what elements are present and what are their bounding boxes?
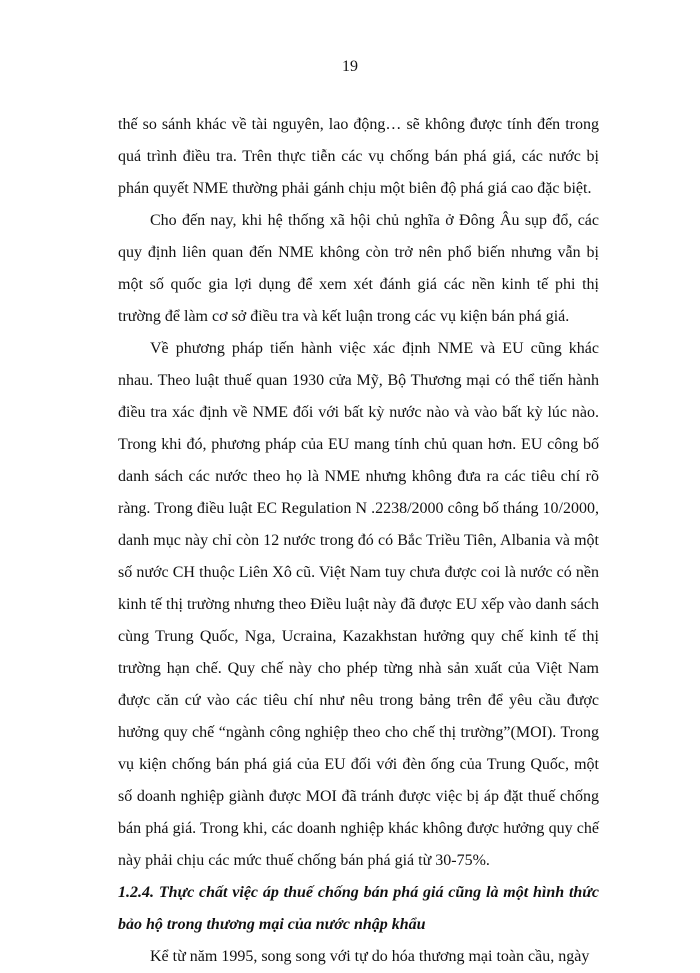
- paragraph-3: Về phương pháp tiến hành việc xác định NME và EU cũng khác nhau. Theo luật thuế quan 1930 cửa Mỹ, Bộ Thương mại có thể tiến hành điều tra xác định về NME đối với bất kỳ nước nào và vào bất kỳ lúc nào. Trong khi đó, phương pháp của EU mang tính chủ quan hơn. EU công bố danh sách các nước theo họ là NME nhưng không đưa ra các tiêu chí rõ ràng. Trong điều luật EC Regulation N .2238/2000 công bố tháng 10/2000, danh mục này chỉ còn 12 nước trong đó có Bắc Triều Tiên, Albania và một số nước CH thuộc Liên Xô cũ. Việt Nam tuy chưa được coi là nước có nền kinh tế thị trường nhưng theo Điều luật này đã được EU xếp vào danh sách cùng Trung Quốc, Nga, Ucraina, Kazakhstan hưởng quy chế kinh tế thị trường hạn chế. Quy chế này cho phép từng nhà sản xuất của Việt Nam được căn cứ vào các tiêu chí như nêu trong bảng trên để yêu cầu được hưởng quy chế “ngành công nghiệp theo cho chế thị trường”(MOI). Trong vụ kiện chống bán phá giá của EU đối với đèn ống của Trung Quốc, một số doanh nghiệp giành được MOI đã tránh được việc bị áp đặt thuế chống bán phá giá. Trong khi, các doanh nghiệp khác không được hưởng quy chế này phải chịu các mức thuế chống bán phá giá từ 30-75%.: [118, 340, 599, 869]
- paragraph-4: Kể từ năm 1995, song song với tự do hóa thương mại toàn cầu, ngày: [150, 948, 590, 965]
- page-number: 19: [342, 58, 358, 75]
- paragraph-2: Cho đến nay, khi hệ thống xã hội chủ nghĩa ở Đông Âu sụp đổ, các quy định liên quan đến NME không còn trở nên phổ biến nhưng vẫn bị một số quốc gia lợi dụng để xem xét đánh giá các nền kinh tế phi thị trường để làm cơ sở điều tra và kết luận trong các vụ kiện bán phá giá.: [118, 212, 599, 325]
- section-heading: 1.2.4. Thực chất việc áp thuế chống bán phá giá cũng là một hình thức bảo hộ trong thương mại của nước nhập khẩu: [118, 884, 599, 933]
- paragraph-1: thế so sánh khác về tài nguyên, lao động… sẽ không được tính đến trong quá trình điều tra. Trên thực tiễn các vụ chống bán phá giá, các nước bị phán quyết NME thường phải gánh chịu một biên độ phá giá cao đặc biệt.: [118, 116, 599, 197]
- body-text: [118, 109, 599, 973]
